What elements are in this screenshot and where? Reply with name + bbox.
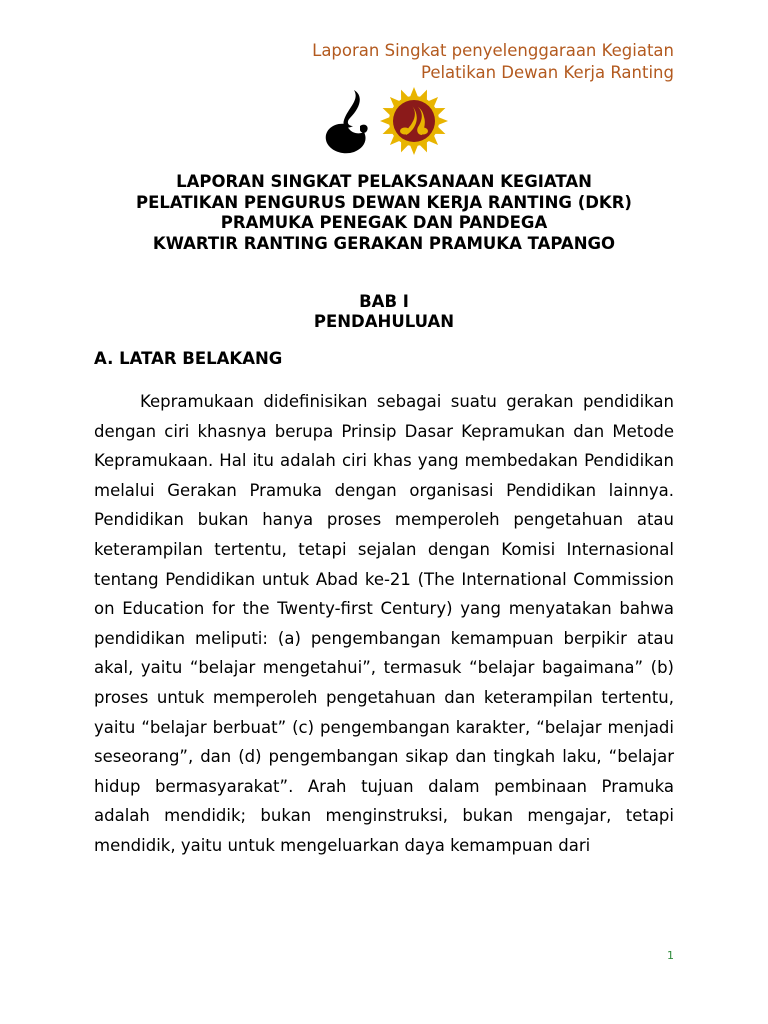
title-line-2: PELATIKAN PENGURUS DEWAN KERJA RANTING (DKR) (136, 192, 632, 212)
title-line-4: KWARTIR RANTING GERAKAN PRAMUKA TAPANGO (152, 233, 616, 253)
title-line-3: PRAMUKA PENEGAK DAN PANDEGA (220, 213, 548, 232)
chapter-number: BAB I (359, 292, 409, 311)
logo-group (316, 86, 456, 156)
section-heading: A. LATAR BELAKANG (94, 349, 283, 368)
kwartir-ranting-emblem-icon (380, 86, 448, 156)
tunas-kelapa-icon (320, 86, 372, 156)
chapter-heading (94, 292, 674, 332)
header-line-1: Laporan Singkat penyelenggaraan Kegiatan (312, 41, 674, 60)
title-line-1: LAPORAN SINGKAT PELAKSANAAN KEGIATAN (176, 172, 592, 191)
page-number: 1 (667, 949, 674, 962)
running-header (174, 40, 674, 84)
body-paragraph: Kepramukaan didefinisikan sebagai suatu gerakan pendidikan dengan ciri khasnya berupa Prinsip Dasar Kepramukan dan Metode Kepramukaan. Hal itu adalah ciri khas yang membedakan Pendidikan melalui Gerakan Pramuka dengan organisasi Pendidikan lainnya. Pendidikan bukan hanya proses memperoleh pengetahuan atau keterampilan tertentu, tetapi sejalan dengan Komisi Internasional tentang Pendidikan untuk Abad ke-21 (The International Commission on Education for the Twenty-first Century) yang menyatakan bahwa pendidikan meliputi: (a) pengembangan kemampuan berpikir atau akal, yaitu “belajar mengetahui”, termasuk “belajar bagaimana” (b) proses untuk memperoleh pengetahuan dan keterampilan tertentu, yaitu “belajar berbuat” (c) pengembangan karakter, “belajar menjadi seseorang”, dan (d) pengembangan sikap dan tingkah laku, “belajar hidup bermasyarakat”. Arah tujuan dalam pembinaan Pramuka adalah mendidik; bukan menginstruksi, bukan mengajar, tetapi mendidik, yaitu untuk mengeluarkan daya kemampuan dari (94, 392, 674, 855)
header-line-2: Pelatikan Dewan Kerja Ranting (420, 63, 674, 82)
chapter-name: PENDAHULUAN (313, 312, 455, 331)
report-title (94, 172, 674, 254)
